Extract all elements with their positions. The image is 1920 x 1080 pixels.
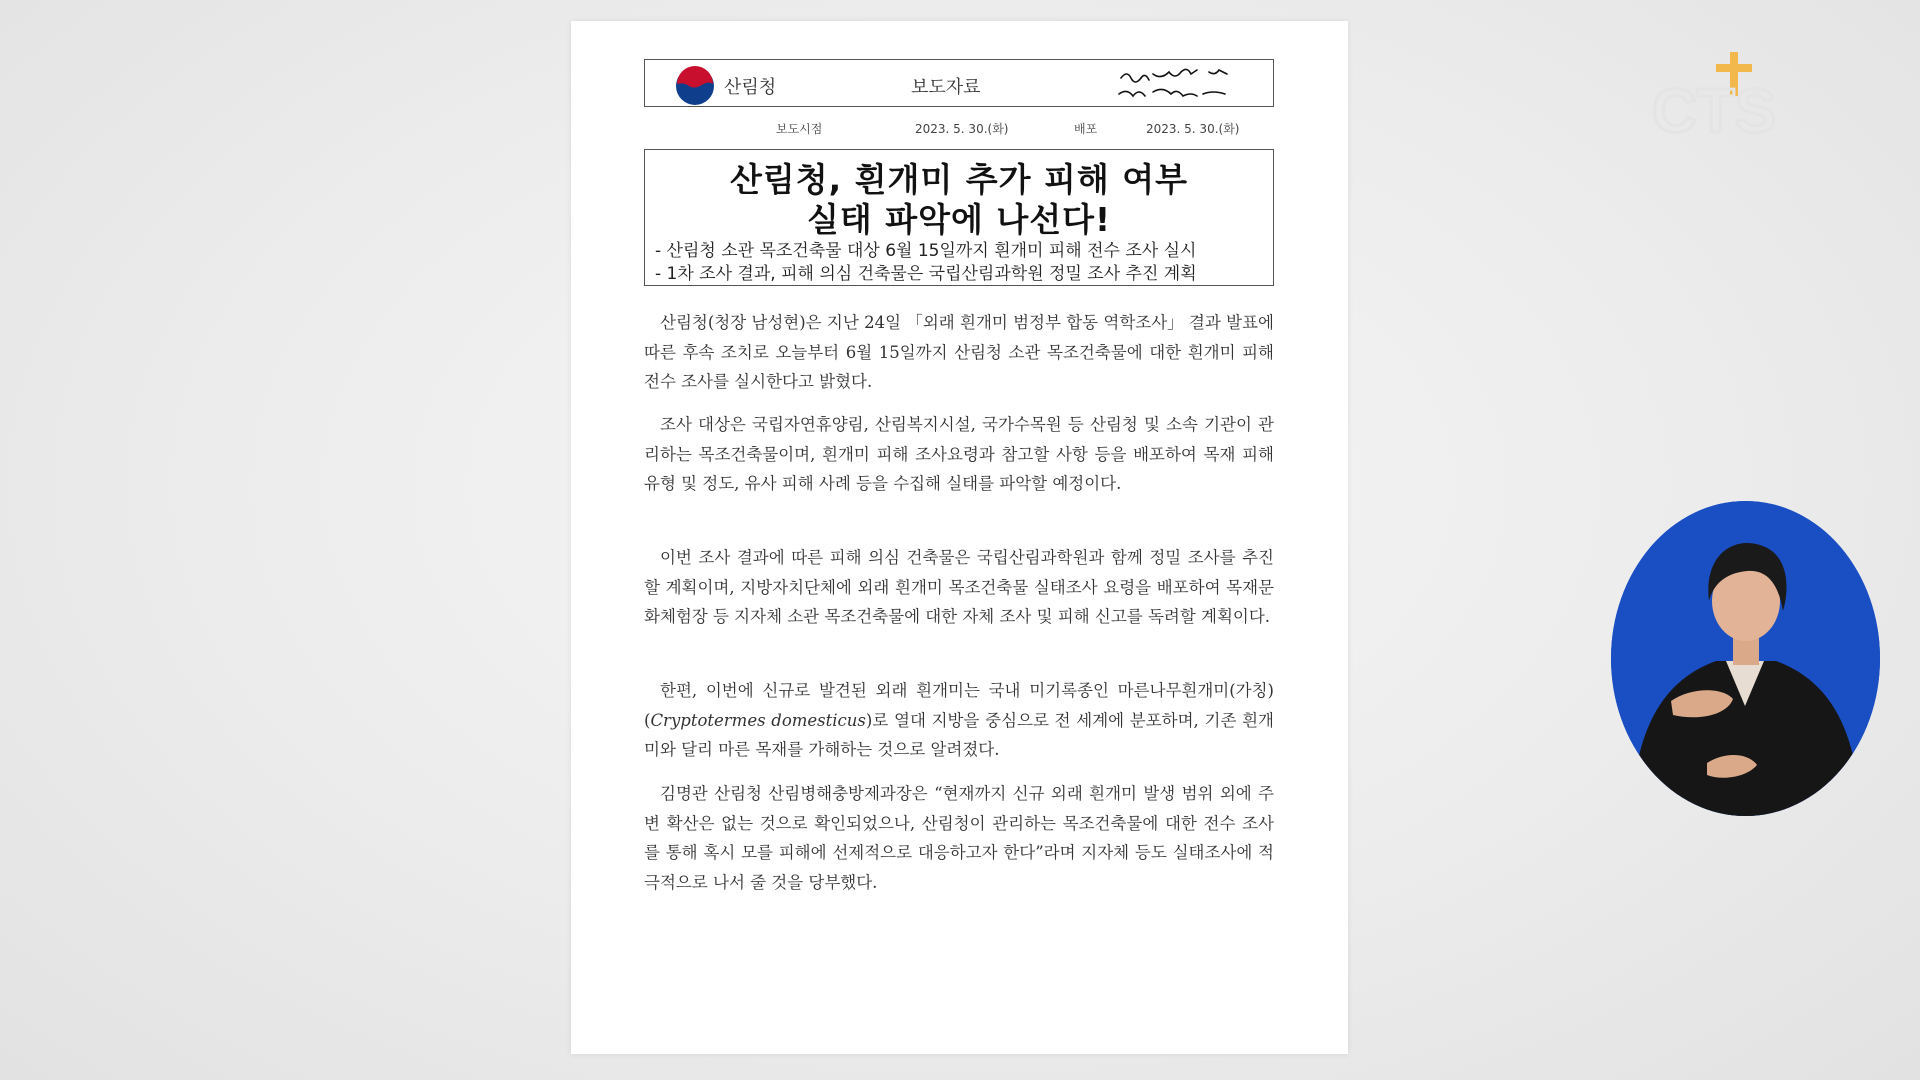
p4-text-before: 한편, 이번에 신규로 발견된 외래 흰개미는 국내 미기록종인 마른나무흰개미(가칭)(	[644, 681, 1274, 730]
press-release-page	[571, 21, 1348, 1054]
body-paragraph-4	[644, 676, 1274, 765]
distribution-date: 2023. 5. 30.(화)	[1146, 122, 1240, 136]
headline-line-2: 실태 파악에 나선다!	[806, 200, 1112, 239]
report-time-label: 보도시점	[776, 122, 823, 136]
cts-broadcaster-logo	[1652, 50, 1782, 140]
cts-logo-text: CTS	[1652, 77, 1776, 140]
body-paragraph-3: 이번 조사 결과에 따른 피해 의심 건축물은 국립산림과학원과 함께 정밀 조사를 추진할 계획이며, 지방자치단체에 외래 흰개미 목조건축물 실태조사 요령을 배포하여 목재문화체험장 등 지자체 소관 목조건축물에 대한 자체 조사 및 피해 신고를 독려할 계획이다.	[644, 548, 1274, 626]
header-box	[644, 59, 1274, 107]
document-type: 보도자료	[911, 77, 981, 98]
body-paragraph-5: 김명관 산림청 산림병해충방제과장은 “현재까지 신규 외래 흰개미 발생 범위 외에 주변 확산은 없는 것으로 확인되었으나, 산림청이 관리하는 목조건축물에 대한 전수 조사를 통해 혹시 모를 피해에 선제적으로 대응하고자 한다”라며 지자체 등도 실태조사에 적극적으로 나서 줄 것을 당부했다.	[644, 784, 1274, 892]
interpreter-figure	[1611, 501, 1880, 816]
distribution-label: 배포	[1074, 122, 1098, 136]
subheadline-1: - 산림청 소관 목조건축물 대상 6월 15일까지 흰개미 피해 전수 조사 실시	[655, 241, 1197, 261]
subheadline-2: - 1차 조사 결과, 피해 의심 건축물은 국립산림과학원 정밀 조사 추진 계획	[655, 264, 1197, 284]
scientific-name: Cryptotermes domesticus	[650, 710, 866, 730]
sign-language-interpreter-inset	[1611, 501, 1880, 816]
title-box	[644, 149, 1274, 286]
report-time-date: 2023. 5. 30.(화)	[915, 122, 1009, 136]
p4-text-after: )로 열대 지방을 중심으로 전 세계에 분포하며, 기존 흰개미와 달리 마른 목재를 가해하는 것으로 알려졌다.	[644, 710, 1274, 759]
org-name: 산림청	[724, 77, 777, 98]
body-paragraph-2: 조사 대상은 국립자연휴양림, 산림복지시설, 국가수목원 등 산림청 및 소속 기관이 관리하는 목조건축물이며, 흰개미 피해 조사요령과 참고할 사항 등을 배포하여 목재 피해 유형 및 정도, 유사 피해 사례 등을 수집해 실태를 파악할 예정이다.	[644, 415, 1274, 493]
government-emblem-icon	[675, 66, 715, 106]
slogan-calligraphy	[1113, 64, 1243, 104]
headline-line-1: 산림청, 흰개미 추가 피해 여부	[729, 160, 1189, 199]
body-paragraph-1: 산림청(청장 남성현)은 지난 24일 「외래 흰개미 범정부 합동 역학조사」 결과 발표에 따른 후속 조치로 오늘부터 6월 15일까지 산림청 소관 목조건축물에 대한 흰개미 피해 전수 조사를 실시한다고 밝혔다.	[644, 313, 1274, 391]
